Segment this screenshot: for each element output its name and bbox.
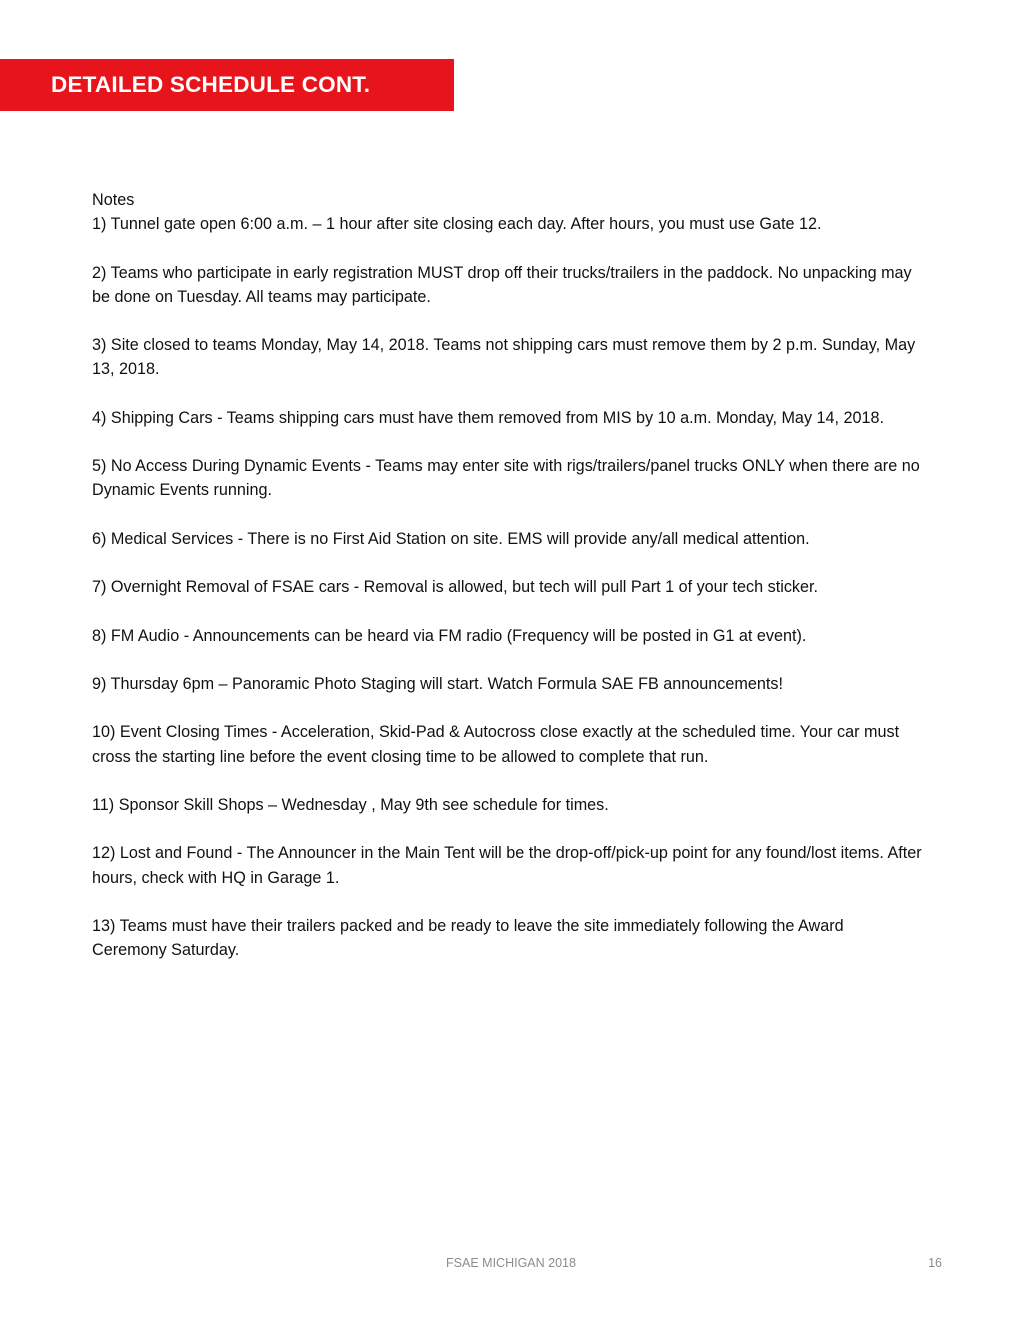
note-item: 2) Teams who participate in early registration MUST drop off their trucks/trailers in the paddock. No unpacking may be done on Tuesday. All teams may participate.: [92, 263, 912, 306]
page-title: DETAILED SCHEDULE CONT.: [51, 72, 371, 97]
note-item: 11) Sponsor Skill Shops – Wednesday , May 9th see schedule for times.: [92, 795, 609, 814]
notes-heading: Notes: [92, 191, 135, 209]
note-item: 9) Thursday 6pm – Panoramic Photo Staging will start. Watch Formula SAE FB announcements!: [92, 674, 783, 693]
footer-text: FSAE MICHIGAN 2018: [446, 1256, 576, 1270]
note-item: 5) No Access During Dynamic Events - Teams may enter site with rigs/trailers/panel trucks ONLY when there are no Dynamic Events running.: [92, 457, 920, 500]
note-item: 8) FM Audio - Announcements can be heard via FM radio (Frequency will be posted in G1 at event).: [92, 626, 807, 645]
note-item: 4) Shipping Cars - Teams shipping cars must have them removed from MIS by 10 a.m. Monday, May 14, 2018.: [92, 408, 885, 427]
note-item: 3) Site closed to teams Monday, May 14, 2018. Teams not shipping cars must remove them by 2 p.m. Sunday, May 13, 2018.: [92, 336, 916, 379]
page-number: 16: [928, 1256, 942, 1270]
note-item: 1) Tunnel gate open 6:00 a.m. – 1 hour after site closing each day. After hours, you must use Gate 12.: [92, 215, 822, 234]
notes-section: [92, 188, 922, 962]
note-item: 10) Event Closing Times - Acceleration, Skid-Pad & Autocross close exactly at the scheduled time. Your car must cross the starting line before the event closing time to be allowed to complete that run.: [92, 723, 900, 766]
note-item: 6) Medical Services - There is no First Aid Station on site. EMS will provide any/all medical attention.: [92, 529, 810, 548]
title-banner: [0, 59, 454, 111]
note-item: 7) Overnight Removal of FSAE cars - Removal is allowed, but tech will pull Part 1 of your tech sticker.: [92, 578, 819, 597]
note-item: 12) Lost and Found - The Announcer in the Main Tent will be the drop-off/pick-up point for any found/lost items. After hours, check with HQ in Garage 1.: [92, 844, 922, 887]
note-item: 13) Teams must have their trailers packed and be ready to leave the site immediately following the Award Ceremony Saturday.: [92, 916, 844, 960]
